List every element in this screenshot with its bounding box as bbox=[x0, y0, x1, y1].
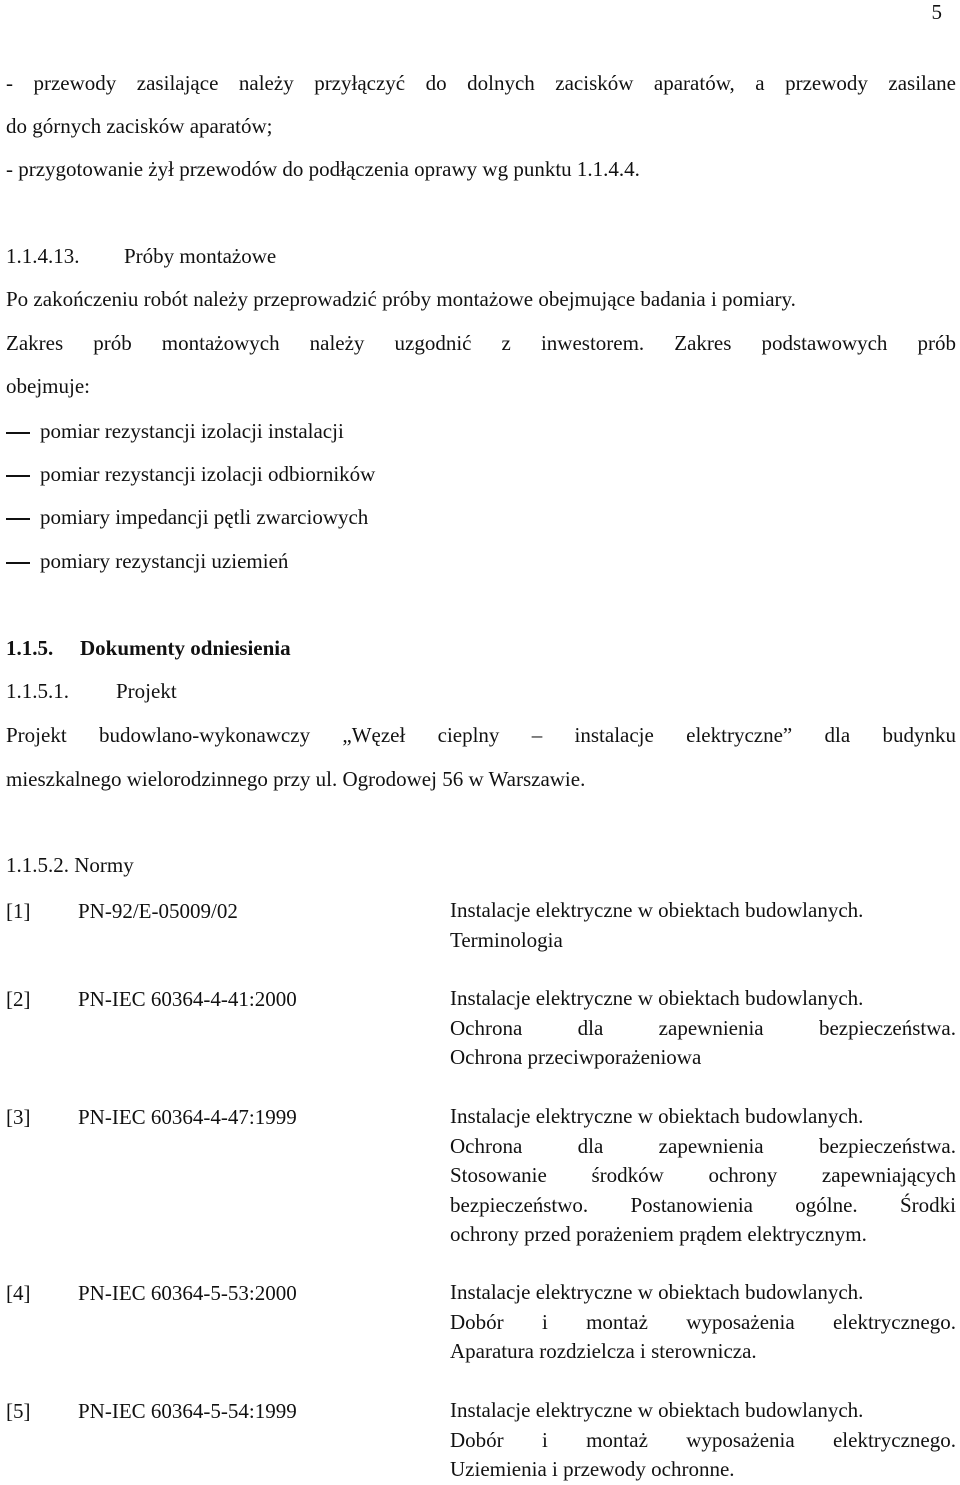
list-dash bbox=[6, 518, 30, 520]
ref-desc-line: Instalacje elektryczne w obiektach budowlanych. bbox=[450, 1398, 864, 1422]
list-dash bbox=[6, 562, 30, 564]
ref-code: PN-IEC 60364-4-41:2000 bbox=[78, 987, 297, 1011]
section-1-1-5-number: 1.1.5. bbox=[6, 636, 54, 660]
ref-code: PN-IEC 60364-4-47:1999 bbox=[78, 1105, 297, 1129]
intro-line-1: - przewody zasilające należy przyłączyć do dolnych zacisków aparatów, a przewody zasilane bbox=[6, 71, 956, 95]
ref-desc-line: Ochrona dla zapewnienia bezpieczeństwa. bbox=[450, 1015, 956, 1040]
list-item: pomiary rezystancji uziemień bbox=[40, 549, 289, 573]
list-dash bbox=[6, 475, 30, 477]
ref-desc-line: Terminologia bbox=[450, 927, 563, 952]
ref-description bbox=[450, 1278, 956, 1367]
ref-description bbox=[450, 896, 956, 955]
ref-description bbox=[450, 1102, 956, 1250]
ref-code: PN-IEC 60364-5-54:1999 bbox=[78, 1399, 297, 1423]
ref-number: [5] bbox=[6, 1399, 31, 1423]
intro-line-3: - przygotowanie żył przewodów do podłączenia oprawy wg punktu 1.1.4.4. bbox=[6, 157, 640, 181]
ref-desc-line: Dobór i montaż wyposażenia elektrycznego. bbox=[450, 1309, 956, 1334]
ref-number: [2] bbox=[6, 987, 31, 1011]
section-1-1-4-13-para-line-1: Po zakończeniu robót należy przeprowadzić próby montażowe obejmujące badania i pomiary. bbox=[6, 287, 796, 311]
ref-code: PN-92/E-05009/02 bbox=[78, 899, 238, 923]
section-1-1-4-13-para-line-3: obejmuje: bbox=[6, 374, 90, 398]
section-1-1-5-title: Dokumenty odniesienia bbox=[80, 636, 291, 660]
list-item: pomiar rezystancji izolacji odbiorników bbox=[40, 462, 376, 486]
ref-number: [1] bbox=[6, 899, 31, 923]
section-1-1-4-13-para-line-2: Zakres prób montażowych należy uzgodnić z inwestorem. Zakres podstawowych prób bbox=[6, 331, 956, 355]
ref-desc-line: Stosowanie środków ochrony zapewniających bbox=[450, 1163, 956, 1187]
list-item: pomiary impedancji pętli zwarciowych bbox=[40, 505, 369, 529]
ref-desc-line: Instalacje elektryczne w obiektach budowlanych. bbox=[450, 1104, 864, 1128]
ref-desc-line: Ochrona dla zapewnienia bezpieczeństwa. bbox=[450, 1133, 956, 1158]
ref-desc-line: Uziemienia i przewody ochronne. bbox=[450, 1457, 735, 1481]
list-item: pomiar rezystancji izolacji instalacji bbox=[40, 419, 344, 443]
ref-desc-line: Ochrona przeciwporażeniowa bbox=[450, 1045, 702, 1069]
ref-description bbox=[450, 984, 956, 1073]
section-1-1-4-13-title: Próby montażowe bbox=[124, 244, 277, 268]
ref-code: PN-IEC 60364-5-53:2000 bbox=[78, 1281, 297, 1305]
section-1-1-5-1-number: 1.1.5.1. bbox=[6, 679, 69, 703]
section-1-1-5-1-title: Projekt bbox=[116, 679, 177, 703]
section-1-1-4-13-number: 1.1.4.13. bbox=[6, 244, 80, 268]
page-number: 5 bbox=[931, 0, 942, 24]
ref-number: [4] bbox=[6, 1281, 31, 1305]
intro-line-2: do górnych zacisków aparatów; bbox=[6, 114, 273, 138]
section-1-1-5-1-para-line-2: mieszkalnego wielorodzinnego przy ul. Ogrodowej 56 w Warszawie. bbox=[6, 767, 586, 791]
ref-number: [3] bbox=[6, 1105, 31, 1129]
section-1-1-5-2-heading: 1.1.5.2. Normy bbox=[6, 853, 134, 877]
section-1-1-5-1-para-line-1: Projekt budowlano-wykonawczy „Węzeł cieplny – instalacje elektryczne” dla budynku bbox=[6, 723, 956, 747]
list-dash bbox=[6, 432, 30, 434]
ref-desc-line: Dobór i montaż wyposażenia elektrycznego. bbox=[450, 1427, 956, 1452]
ref-desc-line: ochrony przed porażeniem prądem elektrycznym. bbox=[450, 1222, 867, 1246]
ref-desc-line: bezpieczeństwo. Postanowienia ogólne. Środki bbox=[450, 1192, 956, 1217]
ref-description bbox=[450, 1396, 956, 1485]
ref-desc-line: Instalacje elektryczne w obiektach budowlanych. bbox=[450, 898, 864, 922]
ref-desc-line: Instalacje elektryczne w obiektach budowlanych. bbox=[450, 986, 864, 1010]
ref-desc-line: Instalacje elektryczne w obiektach budowlanych. bbox=[450, 1280, 864, 1304]
ref-desc-line: Aparatura rozdzielcza i sterownicza. bbox=[450, 1339, 757, 1363]
